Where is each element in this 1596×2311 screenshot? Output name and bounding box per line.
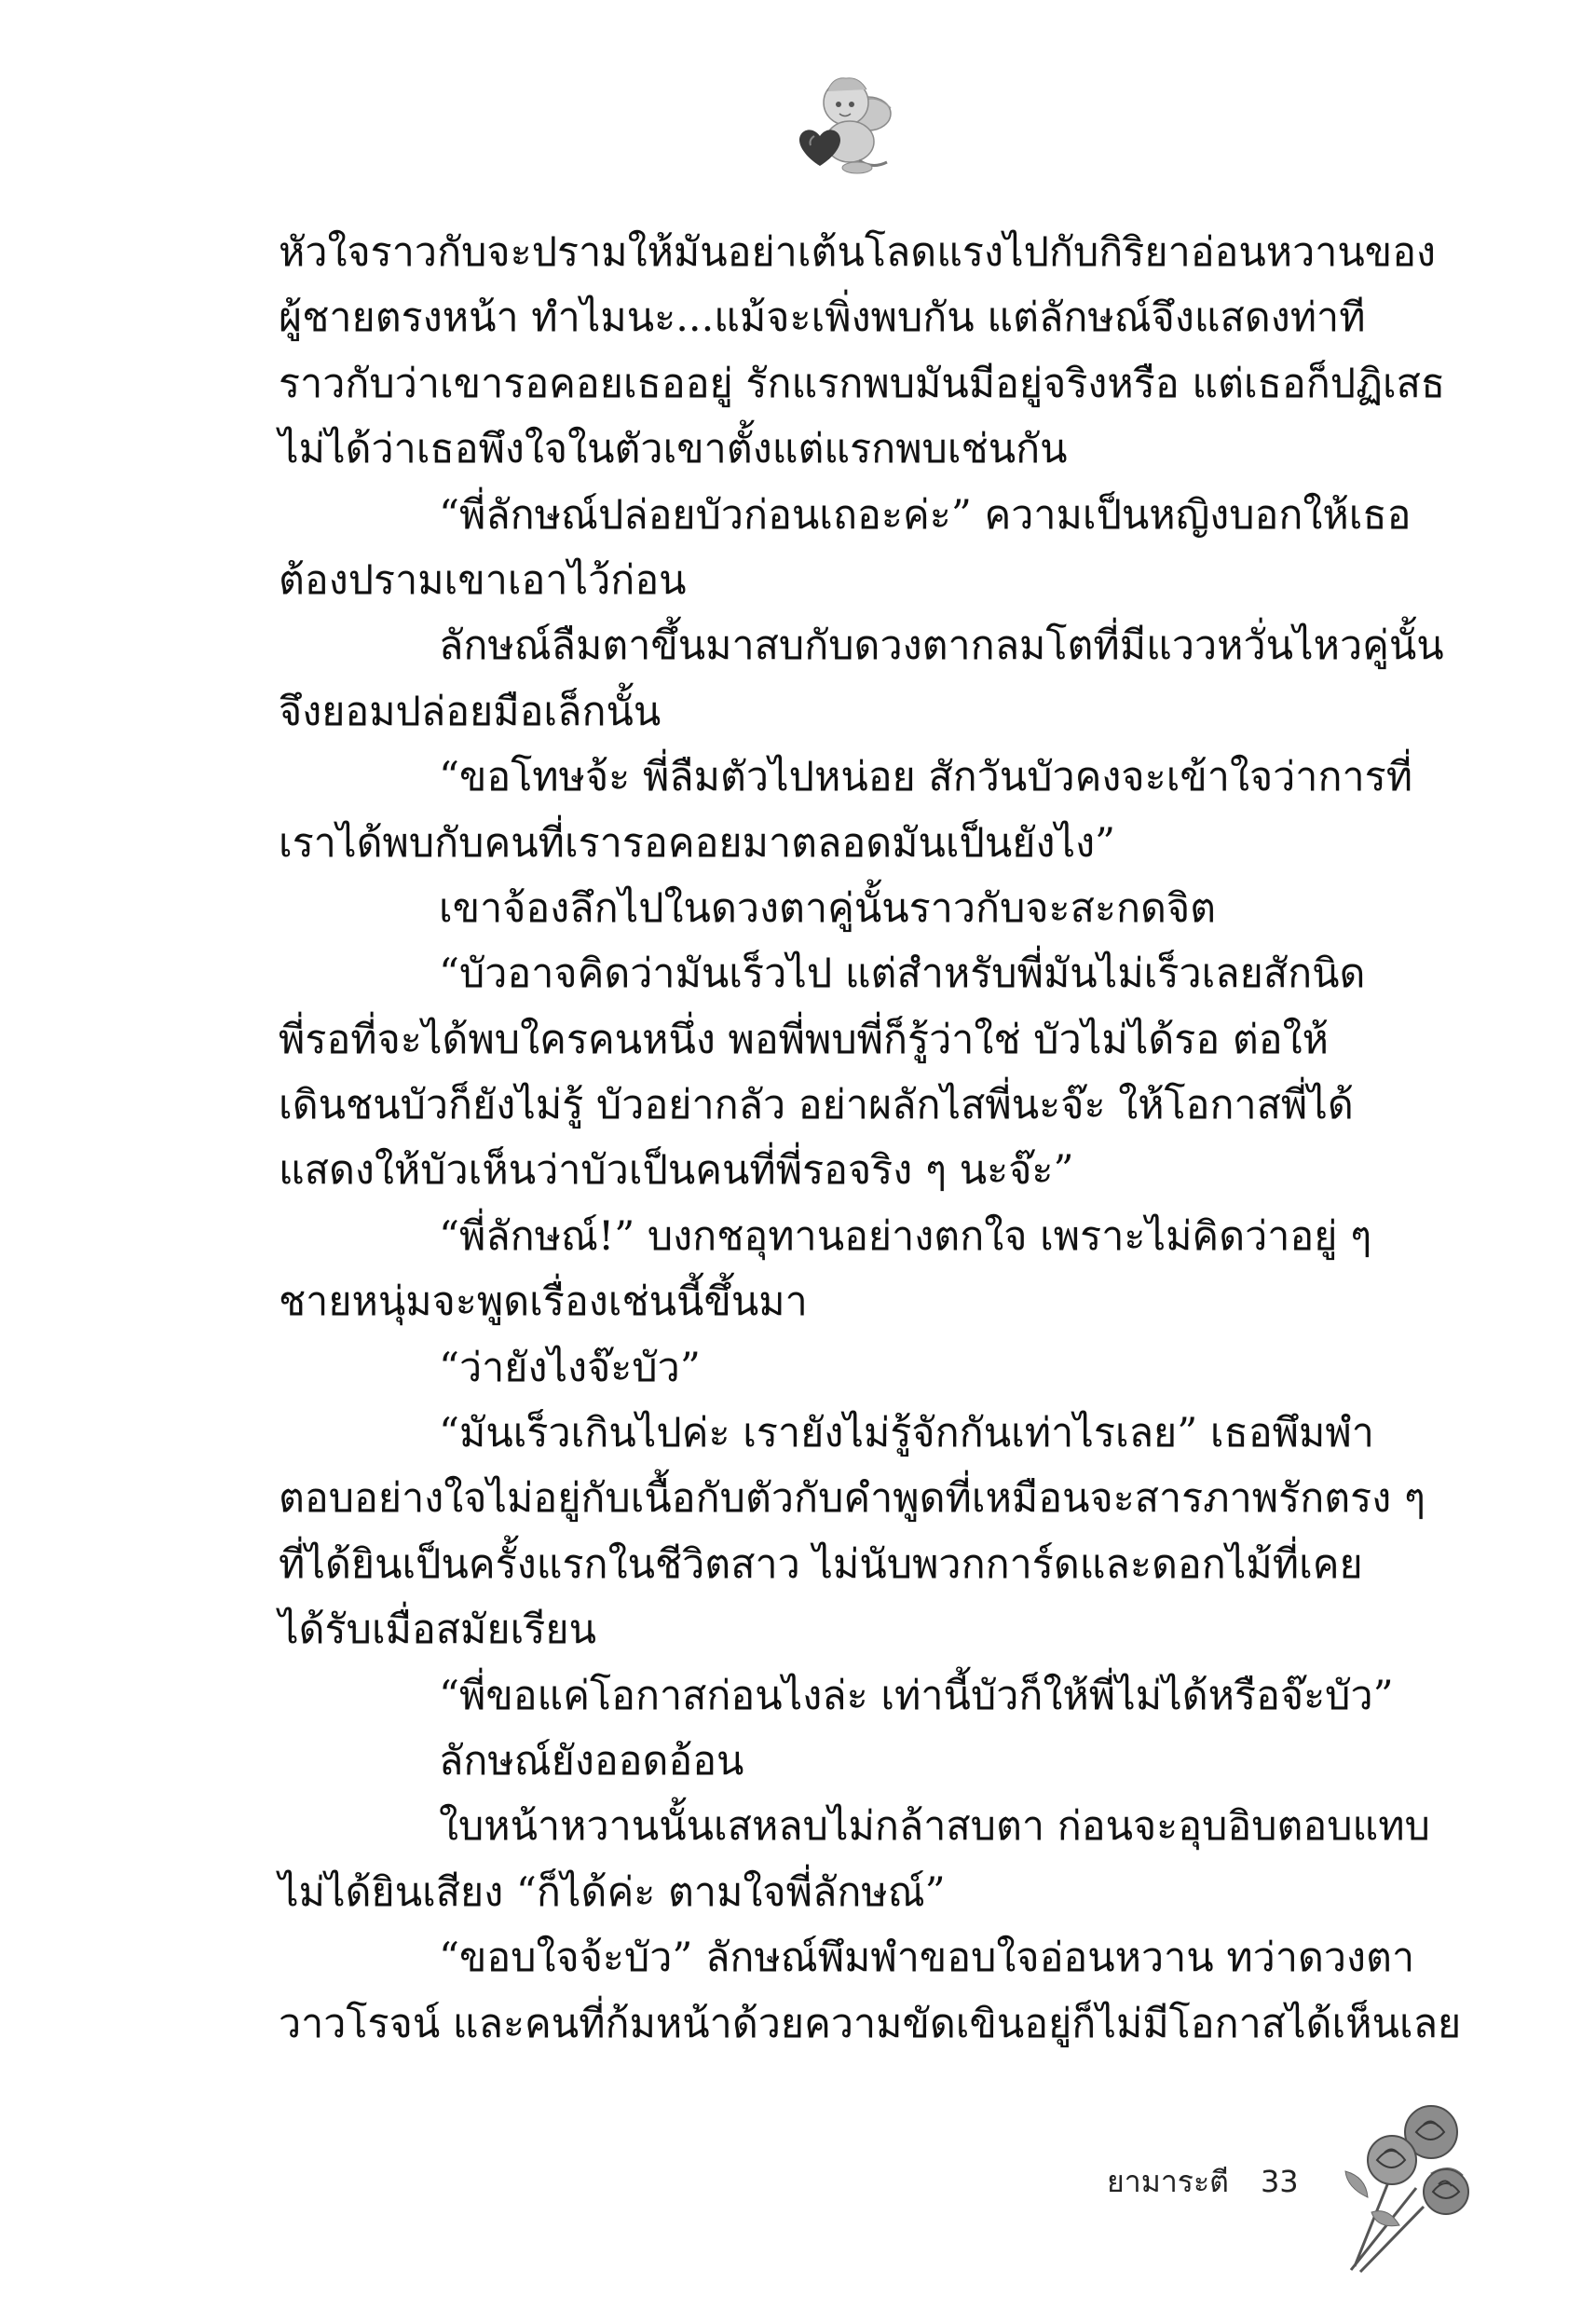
text-line: แสดงให้บัวเห็นว่าบัวเป็นคนที่พี่รอจริง ๆ นะจ๊ะ” bbox=[279, 1147, 1074, 1195]
page-number: 33 bbox=[1260, 2164, 1299, 2199]
body-text bbox=[279, 220, 1462, 2057]
text-line: “ขอบใจจ้ะบัว” ลักษณ์พึมพำขอบใจอ่อนหวาน ทว่าดวงตา bbox=[439, 1935, 1415, 1982]
text-line: ใบหน้าหวานนั้นเสหลบไม่กล้าสบตา ก่อนจะอุบอิบตอบแทบ bbox=[439, 1803, 1430, 1851]
text-line: เราได้พบกับคนที่เรารอคอยมาตลอดมันเป็นยังไง” bbox=[279, 819, 1116, 867]
text-line: “มันเร็วเกินไปค่ะ เรายังไม่รู้จักกันเท่าไรเลย” เธอพึมพำ bbox=[439, 1410, 1374, 1457]
text-line: ได้รับเมื่อสมัยเรียน bbox=[279, 1607, 596, 1654]
text-line: เดินชนบัวก็ยังไม่รู้ บัวอย่ากลัว อย่าผลักไสพี่นะจ๊ะ ให้โอกาสพี่ได้ bbox=[279, 1082, 1354, 1129]
text-line: ไม่ได้ว่าเธอพึงใจในตัวเขาตั้งแต่แรกพบเช่นกัน bbox=[279, 426, 1068, 473]
text-line: ต้องปรามเขาเอาไว้ก่อน bbox=[279, 556, 687, 604]
text-line: “พี่ลักษณ์ปล่อยบัวก่อนเถอะค่ะ” ความเป็นหญิงบอกให้เธอ bbox=[439, 491, 1412, 539]
cupid-with-heart-icon bbox=[788, 71, 896, 175]
page-footer bbox=[1107, 2154, 1299, 2209]
text-line: ไม่ได้ยินเสียง “ก็ได้ค่ะ ตามใจพี่ลักษณ์” bbox=[279, 1868, 946, 1916]
text-line: ตอบอย่างใจไม่อยู่กับเนื้อกับตัวกับคำพูดที่เหมือนจะสารภาพรักตรง ๆ bbox=[279, 1475, 1426, 1523]
text-line: พี่รอที่จะได้พบใครคนหนึ่ง พอพี่พบพี่ก็รู้ว่าใช่ บัวไม่ได้รอ ต่อให้ bbox=[279, 1016, 1329, 1063]
text-line: “บัวอาจคิดว่ามันเร็วไป แต่สำหรับพี่มันไม่เร็วเลยสักนิด bbox=[439, 950, 1366, 998]
text-line: วาวโรจน์ และคนที่ก้มหน้าด้วยความขัดเขินอยู่ก็ไม่มีโอกาสได้เห็นเลย bbox=[279, 2000, 1462, 2047]
text-line: ลักษณ์ลืมตาขึ้นมาสบกับดวงตากลมโตที่มีแววหวั่นไหวคู่นั้น bbox=[439, 622, 1444, 670]
text-line: ที่ได้ยินเป็นครั้งแรกในชีวิตสาว ไม่นับพวกการ์ดและดอกไม้ที่เคย bbox=[279, 1540, 1363, 1588]
text-line: “ว่ายังไงจ๊ะบัว” bbox=[439, 1344, 701, 1391]
text-line: เขาจ้องลึกไปในดวงตาคู่นั้นราวกับจะสะกดจิต bbox=[439, 884, 1217, 932]
book-title: ยามาระตี bbox=[1107, 2163, 1229, 2199]
text-line: ผู้ชายตรงหน้า ทำไมนะ...แม้จะเพิ่งพบกัน แต่ลักษณ์จึงแสดงท่าที bbox=[279, 294, 1366, 342]
text-line: “พี่ขอแค่โอกาสก่อนไงล่ะ เท่านี้บัวก็ให้พี่ไม่ได้หรือจ๊ะบัว” bbox=[439, 1672, 1394, 1719]
text-line: ชายหนุ่มจะพูดเรื่องเช่นนี้ขึ้นมา bbox=[279, 1279, 808, 1326]
text-line: “ขอโทษจ้ะ พี่ลืมตัวไปหน่อย สักวันบัวคงจะเข้าใจว่าการที่ bbox=[439, 754, 1413, 801]
text-line: จึงยอมปล่อยมือเล็กนั้น bbox=[279, 688, 662, 735]
text-line: ลักษณ์ยังออดอ้อน bbox=[439, 1737, 744, 1785]
text-line: ราวกับว่าเขารอคอยเธออยู่ รักแรกพบมันมีอยู่จริงหรือ แต่เธอก็ปฏิเสธ bbox=[279, 360, 1446, 407]
text-line: หัวใจราวกับจะปรามให้มันอย่าเต้นโลดแรงไปกับกิริยาอ่อนหวานของ bbox=[279, 229, 1437, 276]
roses-bouquet-icon bbox=[1334, 2095, 1476, 2277]
text-line: “พี่ลักษณ์!” บงกชอุทานอย่างตกใจ เพราะไม่คิดว่าอยู่ ๆ bbox=[439, 1212, 1372, 1260]
